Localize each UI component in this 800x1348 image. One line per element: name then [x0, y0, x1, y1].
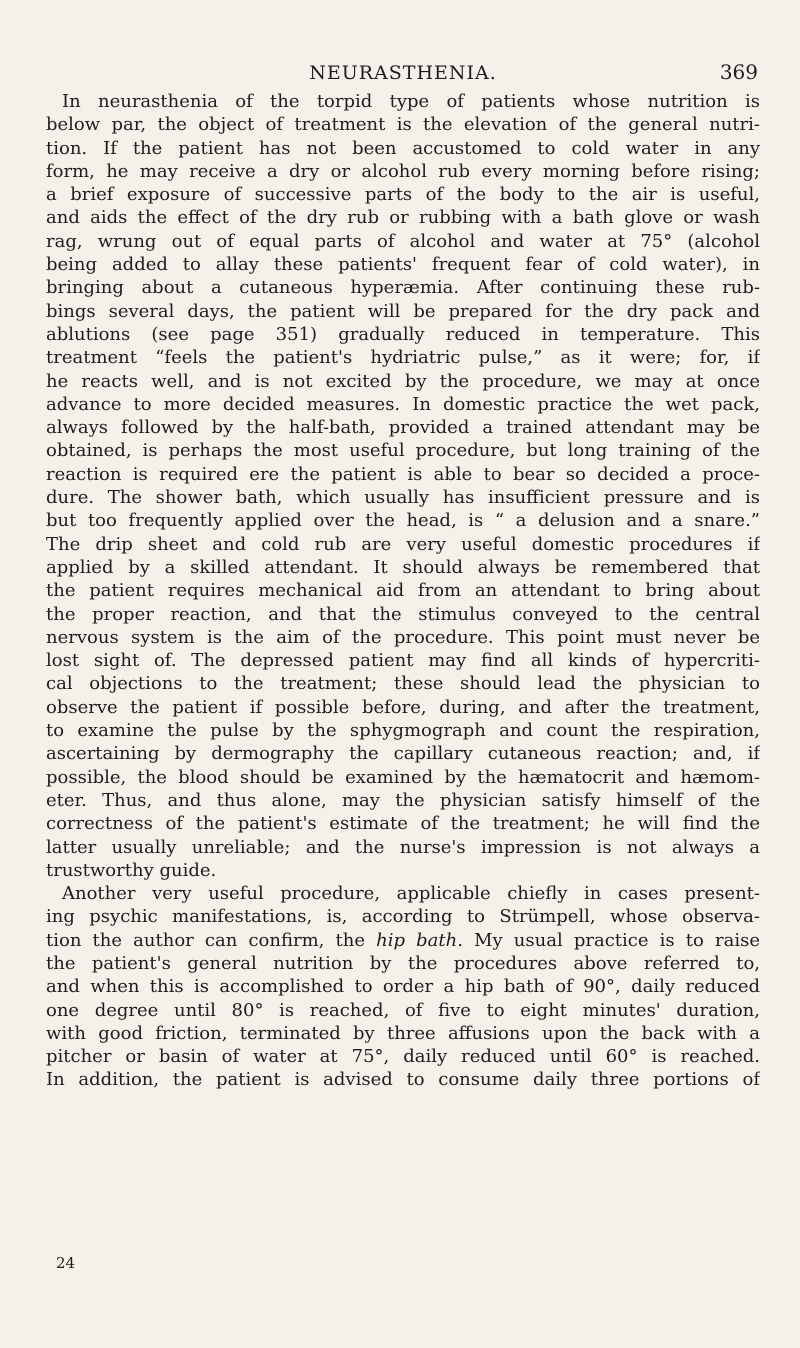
text-line: rag, wrung out of equal parts of alcohol and water at 75° (alcohol [46, 230, 760, 252]
text-run: tion the author can confirm, the [46, 929, 377, 951]
text-line: observe the patient if possible before, during, and after the treatment, [46, 696, 760, 718]
text-line: advance to more decided measures. In domestic practice the wet pack, [46, 393, 760, 415]
text-line: treatment “feels the patient's hydriatric pulse,” as it were; for, if [46, 347, 760, 369]
running-head [46, 56, 760, 86]
text-line: pitcher or basin of water at 75°, daily reduced until 60° is reached. [46, 1046, 760, 1068]
text-line: the patient's general nutrition by the procedures above referred to, [46, 952, 760, 974]
text-line: reaction is required ere the patient is able to bear so decided a proce- [46, 463, 760, 485]
text-line: latter usually unreliable; and the nurse's impression is not always a [46, 836, 760, 858]
text-run: My usual practice is to raise [462, 929, 760, 951]
text-line: always followed by the half-bath, provided a trained attendant may be [46, 417, 760, 439]
text-line: to examine the pulse by the sphygmograph and count the respiration, [46, 720, 760, 742]
page-number: 369 [719, 60, 758, 84]
text-line: obtained, is perhaps the most useful procedure, but long training of the [46, 440, 760, 462]
text-line: eter. Thus, and thus alone, may the physician satisfy himself of the [46, 789, 760, 811]
text-line: In neurasthenia of the torpid type of patients whose nutrition is [62, 91, 760, 112]
text-line: and when this is accomplished to order a hip bath of 90°, daily reduced [46, 976, 760, 998]
text-line: form, he may receive a dry or alcohol rub every morning before rising; [46, 160, 760, 182]
body-text [46, 90, 760, 1092]
text-line: cal objections to the treatment; these should lead the physician to [46, 673, 760, 695]
text-line: he reacts well, and is not excited by the procedure, we may at once [46, 370, 760, 392]
signature-mark: 24 [56, 1254, 76, 1272]
text-line: the proper reaction, and that the stimulus conveyed to the central [46, 603, 760, 625]
text-line: possible, the blood should be examined by the hæmatocrit and hæmom- [46, 766, 760, 788]
text-line: The drip sheet and cold rub are very useful domestic procedures if [46, 533, 760, 555]
text-line: ascertaining by dermography the capillary cutaneous reaction; and, if [46, 743, 760, 765]
text-line: one degree until 80° is reached, of five to eight minutes' duration, [46, 999, 760, 1021]
text-line: with good friction, terminated by three affusions upon the back with a [46, 1022, 760, 1044]
text-line [46, 929, 760, 952]
text-line: but too frequently applied over the head, is “ a delusion and a snare.” [46, 510, 760, 532]
text-line: a brief exposure of successive parts of the body to the air is useful, [46, 184, 760, 206]
text-line: bringing about a cutaneous hyperæmia. After continuing these rub- [46, 277, 760, 299]
text-line: tion. If the patient has not been accustomed to cold water in any [46, 137, 760, 159]
paragraph-1 [46, 90, 760, 882]
text-line: bings several days, the patient will be prepared for the dry pack and [46, 300, 760, 322]
text-line: lost sight of. The depressed patient may find all kinds of hypercriti- [46, 650, 760, 672]
text-line: ablutions (see page 351) gradually reduced in temperature. This [46, 323, 760, 345]
text-line: and aids the effect of the dry rub or rubbing with a bath glove or wash [46, 207, 760, 229]
text-line: below par, the object of treatment is the elevation of the general nutri- [46, 114, 760, 136]
italic-term: hip bath. [376, 929, 463, 951]
text-line: ing psychic manifestations, is, according to Strümpell, whose observa- [46, 906, 760, 928]
text-line: correctness of the patient's estimate of the treatment; he will find the [46, 813, 760, 835]
text-line: In addition, the patient is advised to consume daily three portions of [46, 1069, 760, 1091]
text-line: nervous system is the aim of the procedure. This point must never be [46, 626, 760, 648]
paragraph-2-rest [46, 952, 760, 1092]
text-line: dure. The shower bath, which usually has insufficient pressure and is [46, 487, 760, 509]
text-line: trustworthy guide. [46, 859, 217, 881]
paragraph-2 [46, 882, 760, 1092]
text-line: being added to allay these patients' frequent fear of cold water), in [46, 254, 760, 276]
running-title: NEURASTHENIA. [309, 62, 497, 84]
text-line: applied by a skilled attendant. It should always be remembered that [46, 556, 760, 578]
text-line: Another very useful procedure, applicable chiefly in cases present- [62, 883, 760, 905]
text-line: the patient requires mechanical aid from an attendant to bring about [46, 580, 760, 602]
